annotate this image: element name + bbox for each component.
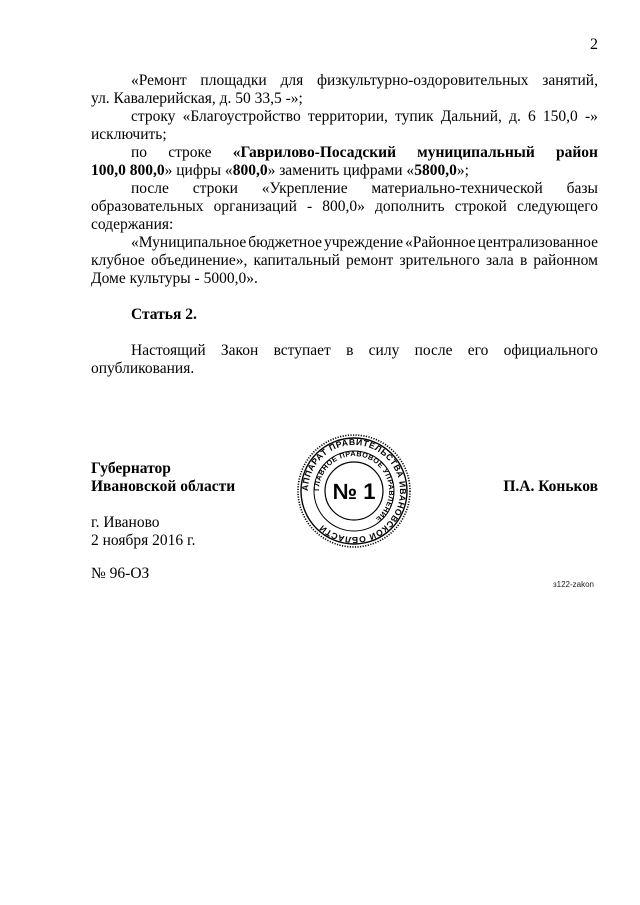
word: организаций	[213, 198, 297, 215]
word: для	[280, 72, 304, 89]
word: строке	[168, 144, 212, 161]
word: -	[306, 198, 313, 215]
word: в	[519, 252, 528, 269]
word: «Благоустройство	[182, 108, 301, 125]
bold-word: «Гаврилово-Посадский	[232, 144, 396, 161]
text-line-2: ул. Кавалерийская, д. 50 33,5 -»;	[91, 90, 303, 107]
text-line-8	[91, 198, 598, 216]
word: материально-технической	[371, 180, 543, 197]
bold-word: район	[555, 144, 598, 161]
word: зрительного	[399, 252, 480, 269]
word: «Ремонт	[131, 72, 187, 89]
word: физкультурно-оздоровительных	[316, 72, 529, 89]
official-seal	[296, 433, 412, 549]
word: централизованное	[477, 234, 598, 251]
bold-word: муниципальный	[417, 144, 535, 161]
word: его	[467, 342, 489, 359]
text-line-3	[91, 108, 598, 126]
seal-outer-text: АППАРАТ ПРАВИТЕЛЬСТВА ИВАНОВСКОЙ ОБЛАСТИ	[299, 436, 409, 546]
signatory-name: П.А. Коньков	[503, 478, 598, 495]
word: базы	[566, 180, 598, 197]
page-number: 2	[590, 36, 598, 53]
article-heading: Статья 2.	[131, 306, 197, 323]
word: зала	[486, 252, 514, 269]
signatory-title-line-1: Губернатор	[91, 460, 171, 477]
text-line-11	[91, 252, 598, 270]
word: следующего	[516, 198, 598, 215]
word: «Муниципальное	[131, 234, 247, 251]
text-line-9: содержания:	[91, 216, 174, 233]
law-number: № 96-ОЗ	[91, 565, 150, 582]
text-line-10	[91, 234, 598, 252]
word: территории,	[307, 108, 388, 125]
seal-inner-text: ГЛАВНОЕ ПРАВОВОЕ УПРАВЛЕНИЕ	[311, 448, 397, 525]
city: г. Иваново	[91, 514, 160, 531]
word: площадки	[200, 72, 267, 89]
word: официального	[503, 342, 598, 359]
signing-date: 2 ноября 2016 г.	[91, 532, 196, 549]
text-line-7	[91, 180, 598, 198]
word: дополнить	[374, 198, 445, 215]
word: по	[131, 144, 148, 161]
text-line-14: опубликования.	[91, 360, 195, 377]
text-line-1	[91, 72, 598, 90]
text-line-5	[91, 144, 598, 162]
word: строку	[131, 108, 176, 125]
word: учреждение	[323, 234, 404, 251]
text-line-12: Доме культуры - 5000,0».	[91, 270, 258, 287]
word: капитальный	[253, 252, 340, 269]
text-line-6	[91, 162, 598, 180]
bold-number: 800,0	[232, 162, 268, 179]
word: Закон	[220, 342, 259, 359]
word: 6	[528, 108, 536, 125]
word: «Укрепление	[261, 180, 348, 197]
text-line-13	[91, 342, 598, 360]
word: занятий,	[542, 72, 598, 89]
seal-center-text: № 1	[332, 479, 376, 504]
word: «Районное	[404, 234, 476, 251]
signatory-title	[91, 460, 235, 496]
file-reference: з122-zakon	[552, 580, 594, 589]
document-body	[91, 72, 598, 378]
word: 150,0	[542, 108, 578, 125]
word: бюджетное	[248, 234, 323, 251]
text-run: » заменить цифрами «	[267, 162, 415, 179]
word: районном	[533, 252, 598, 269]
text-run: »;	[456, 162, 469, 179]
word: после	[414, 342, 453, 359]
text-run: » цифры «	[164, 162, 233, 179]
word: -»	[584, 108, 598, 125]
word: ремонт	[346, 252, 394, 269]
word: д.	[509, 108, 521, 125]
word: Дальний,	[440, 108, 502, 125]
word: строкой	[454, 198, 507, 215]
word: тупик	[395, 108, 434, 125]
place-and-date	[91, 514, 196, 550]
word: в	[346, 342, 354, 359]
bold-number: 5800,0	[414, 162, 457, 179]
word: строки	[192, 180, 238, 197]
text-line-4: исключить;	[91, 126, 167, 143]
word: вступает	[273, 342, 331, 359]
bold-number: 100,0 800,0	[91, 162, 165, 179]
word: 800,0»	[322, 198, 365, 215]
word: объединение»,	[150, 252, 248, 269]
word: образовательных	[91, 198, 204, 215]
word: Настоящий	[131, 342, 206, 359]
word: силу	[368, 342, 400, 359]
word: клубное	[91, 252, 145, 269]
word: после	[131, 180, 169, 197]
signatory-title-line-2: Ивановской области	[91, 478, 236, 495]
